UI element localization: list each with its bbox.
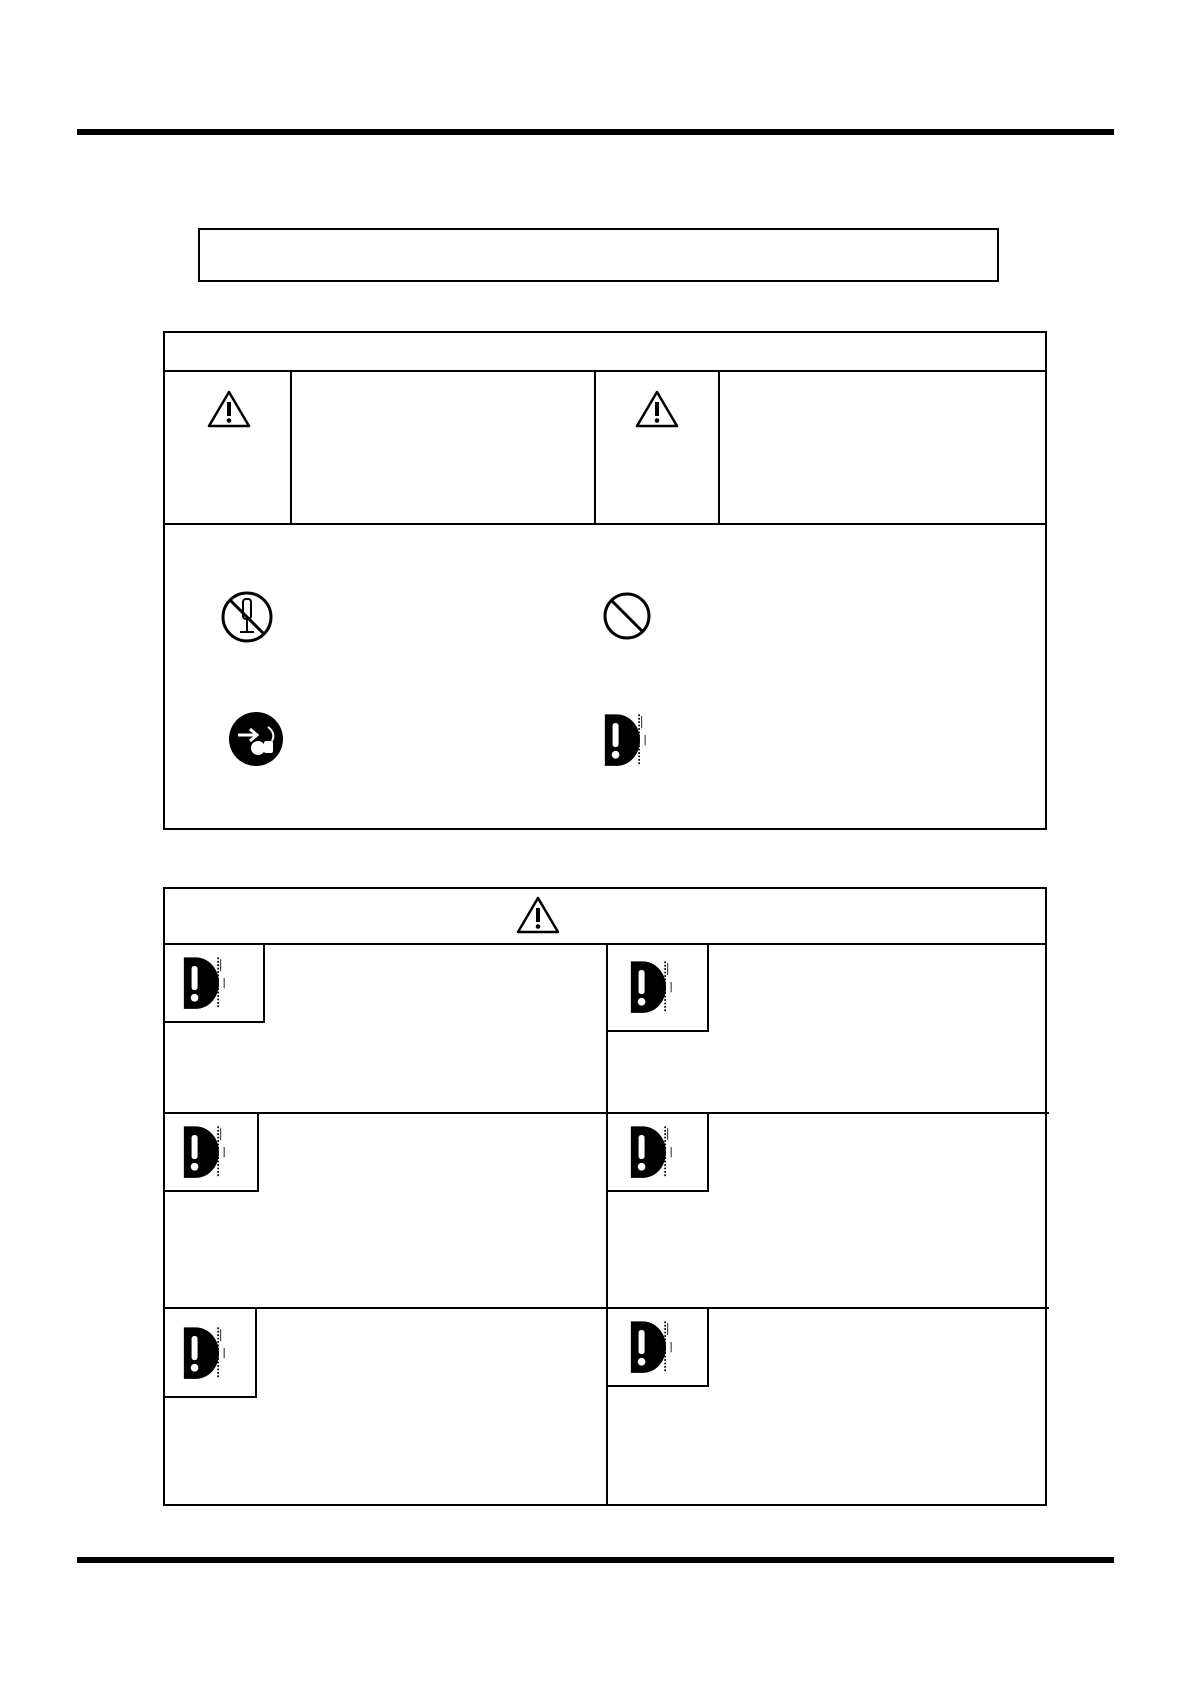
mandatory-instruction-icon	[624, 955, 684, 1021]
divider	[290, 370, 292, 525]
divider	[594, 370, 596, 525]
warning-box	[163, 887, 1047, 1506]
prohibited-icon	[602, 591, 652, 641]
unplug-power-icon	[228, 711, 284, 767]
mandatory-instruction-icon	[624, 1120, 684, 1186]
mandatory-instruction-icon	[177, 1321, 237, 1387]
footer-rule	[77, 1557, 1114, 1563]
warning-triangle-icon	[206, 389, 252, 429]
divider	[163, 943, 1047, 945]
mandatory-instruction-icon	[598, 708, 658, 774]
mandatory-instruction-icon	[624, 1315, 684, 1381]
warning-icon-cell	[165, 1114, 259, 1192]
warning-icon-cell	[165, 945, 265, 1023]
warning-triangle-icon	[515, 893, 561, 937]
mandatory-instruction-icon	[177, 951, 237, 1017]
divider	[163, 1307, 1049, 1309]
warning-icon-cell	[165, 1309, 257, 1398]
warning-triangle-icon	[634, 389, 680, 429]
warning-icon-cell	[608, 945, 709, 1032]
divider	[163, 523, 1047, 525]
mandatory-instruction-icon	[177, 1120, 237, 1186]
page-title-box	[198, 228, 999, 282]
divider	[718, 370, 720, 525]
header-rule	[77, 129, 1114, 135]
divider	[163, 370, 1047, 372]
warning-icon-cell	[608, 1114, 709, 1192]
divider	[163, 1112, 1049, 1114]
no-disassembly-icon	[221, 589, 273, 645]
warning-icon-cell	[608, 1309, 709, 1387]
